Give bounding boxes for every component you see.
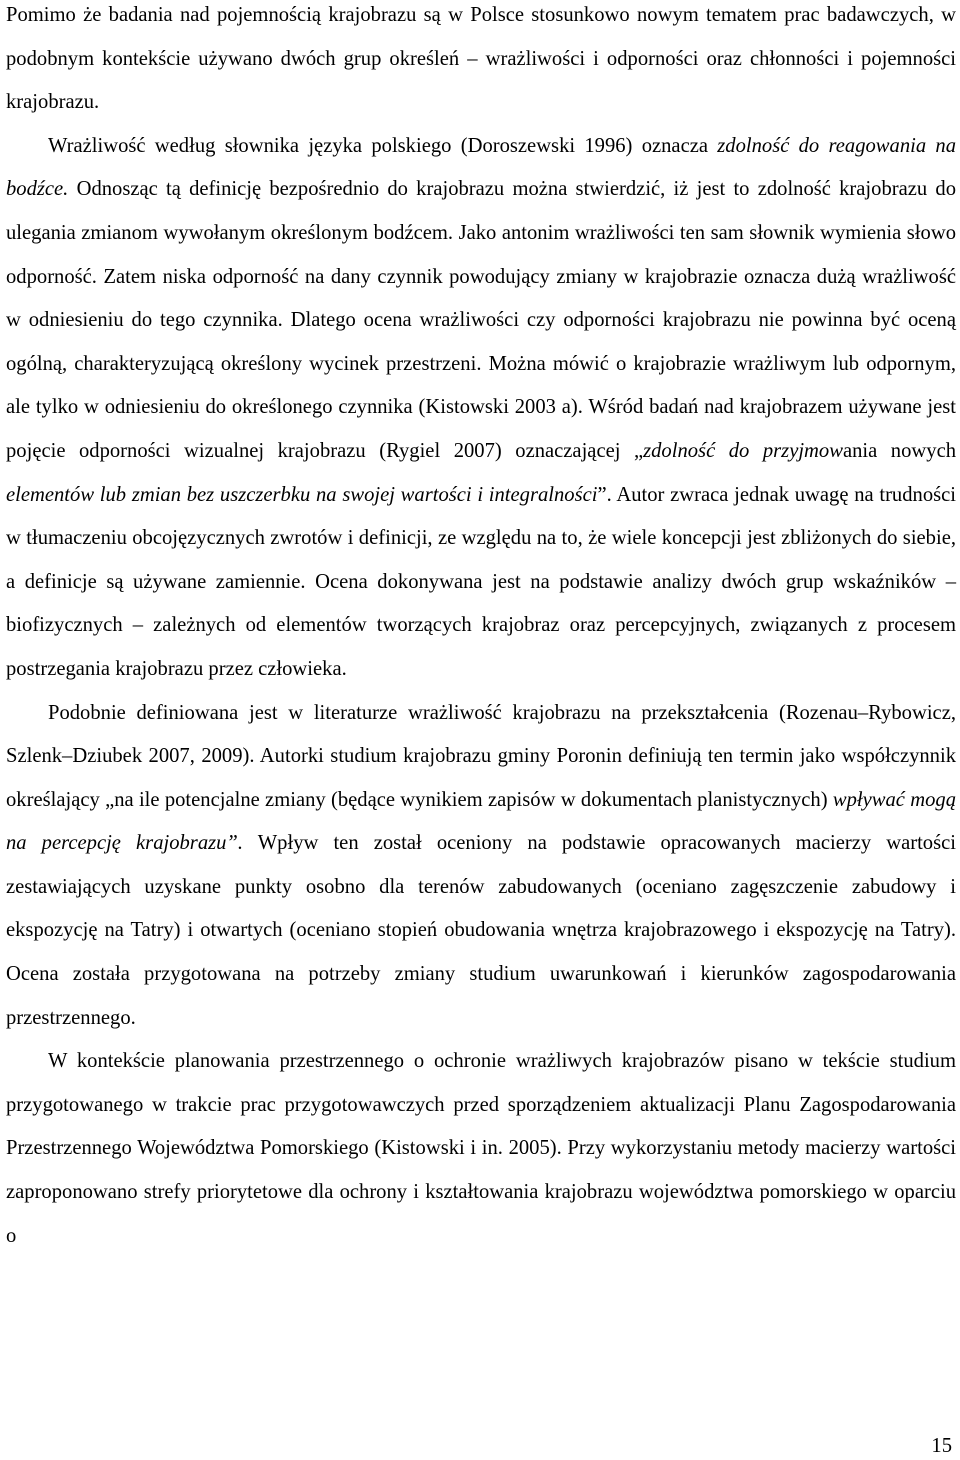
paragraph-2-run-5: ania nowych [842,439,957,462]
paragraph-3-run-2-italic: wpływać mogą na percepcję krajobrazu”. [6,788,956,855]
paragraph-1-text: Pomimo że badania nad pojemnością krajobrazu są w Polsce stosunkowo nowym tematem prac badawczych, w podobnym kontekście używano dwóch grup określeń – wrażliwości i odporności oraz chłonności i pojemności krajobrazu. [6,4,956,114]
paragraph-2-run-3: Odnosząc tą definicję bezpośrednio do krajobrazu można stwierdzić, iż jest to zdolność krajobrazu do ulegania zmianom wywołanym określonym bodźcem. Jako antonim wrażliwości ten sam słownik wymienia słowo odporność. Zatem niska odporność na dany czynnik powodujący zmiany w krajobrazie oznacza dużą wrażliwość w odniesieniu do tego czynnika. Dlatego ocena wrażliwości czy odporności krajobrazu nie powinna być oceną ogólną, charakteryzującą określony wycinek przestrzeni. Można mówić o krajobrazie wrażliwym lub odpornym, ale tylko w odniesieniu do określonego czynnika (Kistowski 2003 a). Wśród badań nad krajobrazem używane jest pojęcie odporności wizualnej krajobrazu (Rygiel 2007) oznaczającej „ [6,178,956,462]
paragraph-2-run-6-italic: elementów lub zmian bez uszczerbku na swojej wartości i integralności [6,483,598,506]
paragraph-2-run-1: Wrażliwość według słownika języka polskiego (Doroszewski 1996) oznacza [48,134,718,157]
paragraph-4-text: W kontekście planowania przestrzennego o ochronie wrażliwych krajobrazów pisano w tekście studium przygotowanego w trakcie prac przygotowawczych przed sporządzeniem aktualizacji Planu Zagospodarowania Przestrzennego Województwa Pomorskiego (Kistowski i in. 2005). Przy wykorzystaniu metody macierzy wartości zaproponowano strefy priorytetowe dla ochrony i kształtowania krajobrazu województwa pomorskiego w oparciu o [6,1050,956,1247]
page-number: 15 [931,1435,952,1457]
paragraph-2-run-4-italic: zdolność do przyjmow [643,439,843,462]
paragraph-2 [6,125,956,692]
paragraph-2-run-2-italic: zdolność do reagowania na bodźce. [6,134,957,201]
paragraph-1 [6,0,956,125]
paragraph-3-run-3: Wpływ ten został oceniony na podstawie opracowanych macierzy wartości zestawiających uzyskane punkty osobno dla terenów zabudowanych (oceniano zagęszczenie zabudowy i ekspozycję na Tatry) i otwartych (oceniano stopień obudowania wnętrza krajobrazowego i ekspozycję na Tatry). Ocena została przygotowana na potrzeby zmiany studium uwarunkowań i kierunków zagospodarowania przestrzennego. [6,832,956,1029]
paragraph-4 [6,1040,956,1258]
paragraph-3-run-1: Podobnie definiowana jest w literaturze wrażliwość krajobrazu na przekształcenia (Rozenau–Rybowicz, Szlenk–Dziubek 2007, 2009). Autorki studium krajobrazu gminy Poronin definiują ten termin jako współczynnik określający „na ile potencjalne zmiany (będące wynikiem zapisów w dokumentach planistycznych) [6,701,956,811]
document-body [6,0,956,1258]
paragraph-3 [6,692,956,1041]
paragraph-2-run-7: ”. Autor zwraca jednak uwagę na trudności w tłumaczeniu obcojęzycznych zwrotów i definicji, ze względu na to, że wiele koncepcji jest zbliżonych do siebie, a definicje są używane zamiennie. Ocena dokonywana jest na podstawie analizy dwóch grup wskaźników – biofizycznych – zależnych od elementów tworzących krajobraz oraz percepcyjnych, związanych z procesem postrzegania krajobrazu przez człowieka. [6,483,957,680]
